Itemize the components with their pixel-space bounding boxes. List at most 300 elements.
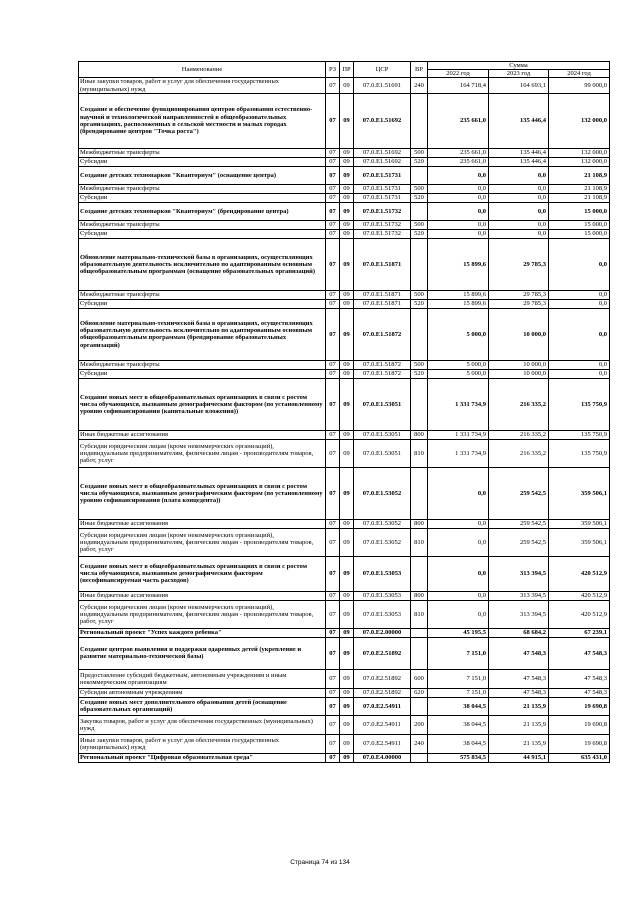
- cell-2024: 15 000,0: [549, 202, 610, 220]
- cell-name: Создание детских технопарков "Кванториум" (брендирование центра): [79, 202, 326, 220]
- cell-name: Региональный проект "Цифровая образовательная среда": [79, 753, 326, 762]
- cell-name: Иные бюджетные ассигнования: [79, 519, 326, 528]
- cell-2023: 47 548,3: [489, 637, 549, 669]
- cell-2023: 164 693,1: [489, 78, 549, 93]
- table-row: [79, 184, 610, 193]
- cell-2024: 19 690,8: [549, 734, 610, 753]
- cell-2023: 135 446,4: [489, 157, 549, 166]
- table-row: [79, 220, 610, 229]
- col-header-rz: РЗ: [326, 62, 340, 78]
- cell-2023: 47 548,3: [489, 669, 549, 688]
- cell-csr: 07.0.Е1.53051: [354, 430, 411, 439]
- cell-vr: 500: [411, 220, 428, 229]
- cell-2022: 0,0: [428, 229, 489, 238]
- cell-2023: 216 335,2: [489, 378, 549, 430]
- table-row: [79, 166, 610, 184]
- table-row: [79, 193, 610, 202]
- cell-vr: 500: [411, 148, 428, 157]
- cell-2024: 19 690,8: [549, 715, 610, 734]
- cell-csr: 07.0.Е4.00000: [354, 753, 411, 762]
- cell-vr: [411, 308, 428, 360]
- cell-rz: 07: [326, 556, 340, 591]
- cell-2024: 99 000,0: [549, 78, 610, 93]
- cell-2024: 0,0: [549, 369, 610, 378]
- cell-vr: 240: [411, 734, 428, 753]
- cell-2022: 0,0: [428, 467, 489, 519]
- cell-vr: [411, 202, 428, 220]
- cell-vr: [411, 93, 428, 148]
- col-header-name: Наименование: [79, 62, 326, 78]
- cell-pr: 09: [340, 308, 354, 360]
- cell-2022: 0,0: [428, 591, 489, 600]
- table-row: [79, 430, 610, 439]
- cell-pr: 09: [340, 528, 354, 556]
- table-row: [79, 715, 610, 734]
- cell-2023: 47 548,3: [489, 688, 549, 697]
- cell-name: Обновление материально-технической базы в организациях, осуществляющих образовательную деятельность исключительно по адаптированным основным общеобразовательным программам (брендирование образовательных организаций): [79, 308, 326, 360]
- budget-table-sheet: [78, 61, 609, 763]
- cell-csr: 07.0.Е1.51872: [354, 308, 411, 360]
- cell-2024: 132 000,0: [549, 93, 610, 148]
- cell-vr: [411, 378, 428, 430]
- cell-name: Субсидии юридическим лицам (кроме некоммерческих организаций), индивидуальным предпринимателям, физическим лицам - производителям товаров, работ, услуг: [79, 439, 326, 467]
- table-row: [79, 148, 610, 157]
- cell-vr: [411, 697, 428, 715]
- cell-pr: 09: [340, 519, 354, 528]
- cell-2022: 5 000,0: [428, 308, 489, 360]
- table-row: [79, 688, 610, 697]
- cell-vr: 520: [411, 369, 428, 378]
- cell-csr: 07.0.Е1.51871: [354, 290, 411, 299]
- cell-2022: 235 661,0: [428, 93, 489, 148]
- cell-csr: 07.0.Е1.53052: [354, 519, 411, 528]
- cell-rz: 07: [326, 591, 340, 600]
- cell-2024: 47 548,3: [549, 669, 610, 688]
- cell-2022: 5 000,0: [428, 369, 489, 378]
- cell-pr: 09: [340, 184, 354, 193]
- cell-2023: 259 542,5: [489, 528, 549, 556]
- cell-2024: 132 000,0: [549, 157, 610, 166]
- cell-2022: 0,0: [428, 220, 489, 229]
- cell-2023: 68 684,2: [489, 628, 549, 637]
- cell-csr: 07.0.Е1.51731: [354, 184, 411, 193]
- cell-rz: 07: [326, 308, 340, 360]
- cell-csr: 07.0.Е2.54911: [354, 715, 411, 734]
- cell-2024: 135 750,9: [549, 378, 610, 430]
- cell-vr: 520: [411, 157, 428, 166]
- cell-2023: 135 446,4: [489, 93, 549, 148]
- cell-csr: 07.0.Е1.51692: [354, 148, 411, 157]
- cell-name: Предоставление субсидий бюджетным, автономным учреждениям и иным некоммерческим организациям: [79, 669, 326, 688]
- cell-vr: 620: [411, 688, 428, 697]
- cell-2024: 15 000,0: [549, 229, 610, 238]
- cell-pr: 09: [340, 637, 354, 669]
- table-row: [79, 78, 610, 93]
- table-row: [79, 308, 610, 360]
- cell-pr: 09: [340, 734, 354, 753]
- cell-csr: 07.0.Е1.51731: [354, 193, 411, 202]
- cell-2024: 67 239,1: [549, 628, 610, 637]
- cell-2024: 0,0: [549, 238, 610, 290]
- cell-rz: 07: [326, 439, 340, 467]
- cell-pr: 09: [340, 220, 354, 229]
- cell-pr: 09: [340, 238, 354, 290]
- cell-2022: 1 331 734,9: [428, 439, 489, 467]
- cell-csr: 07.0.Е1.53053: [354, 600, 411, 628]
- cell-2022: 575 834,5: [428, 753, 489, 762]
- cell-2022: 15 899,6: [428, 238, 489, 290]
- col-header-csr: ЦСР: [354, 62, 411, 78]
- cell-2022: 1 331 734,9: [428, 430, 489, 439]
- col-header-sum: Сумма: [428, 62, 610, 70]
- cell-vr: 500: [411, 290, 428, 299]
- cell-2022: 5 000,0: [428, 360, 489, 369]
- cell-vr: [411, 753, 428, 762]
- table-row: [79, 637, 610, 669]
- cell-2024: 0,0: [549, 290, 610, 299]
- cell-csr: 07.0.Е1.51872: [354, 369, 411, 378]
- cell-2022: 0,0: [428, 556, 489, 591]
- cell-rz: 07: [326, 78, 340, 93]
- cell-name: Субсидии: [79, 369, 326, 378]
- cell-pr: 09: [340, 688, 354, 697]
- cell-vr: 200: [411, 715, 428, 734]
- cell-csr: 07.0.Е1.53052: [354, 528, 411, 556]
- cell-2023: 313 394,5: [489, 556, 549, 591]
- cell-rz: 07: [326, 519, 340, 528]
- cell-pr: 09: [340, 157, 354, 166]
- cell-vr: 810: [411, 600, 428, 628]
- cell-2023: 313 394,5: [489, 600, 549, 628]
- cell-2023: 44 915,1: [489, 753, 549, 762]
- cell-csr: 07.0.Е2.54911: [354, 734, 411, 753]
- cell-rz: 07: [326, 669, 340, 688]
- cell-name: Создание центров выявления и поддержки одаренных детей (укрепление и развитие материально-технической базы): [79, 637, 326, 669]
- cell-2023: 0,0: [489, 220, 549, 229]
- cell-pr: 09: [340, 715, 354, 734]
- cell-csr: 07.0.Е1.51731: [354, 166, 411, 184]
- cell-2024: 359 506,1: [549, 519, 610, 528]
- cell-2023: 135 446,4: [489, 148, 549, 157]
- cell-vr: [411, 467, 428, 519]
- cell-csr: 07.0.Е1.51732: [354, 202, 411, 220]
- cell-vr: 240: [411, 78, 428, 93]
- cell-csr: 07.0.Е2.00000: [354, 628, 411, 637]
- cell-rz: 07: [326, 93, 340, 148]
- cell-2024: 47 548,3: [549, 637, 610, 669]
- cell-name: Субсидии: [79, 193, 326, 202]
- cell-csr: 07.0.Е2.54911: [354, 697, 411, 715]
- cell-2022: 0,0: [428, 166, 489, 184]
- cell-csr: 07.0.Е1.51732: [354, 220, 411, 229]
- cell-csr: 07.0.Е1.53051: [354, 378, 411, 430]
- cell-2022: 235 661,0: [428, 157, 489, 166]
- cell-2024: 19 690,8: [549, 697, 610, 715]
- col-header-vr: ВР: [411, 62, 428, 78]
- cell-pr: 09: [340, 753, 354, 762]
- cell-vr: 800: [411, 591, 428, 600]
- cell-2022: 0,0: [428, 184, 489, 193]
- table-row: [79, 202, 610, 220]
- cell-2022: 0,0: [428, 528, 489, 556]
- cell-2024: 47 548,3: [549, 688, 610, 697]
- cell-vr: 520: [411, 299, 428, 308]
- cell-name: Иные бюджетные ассигнования: [79, 430, 326, 439]
- cell-vr: 520: [411, 229, 428, 238]
- cell-name: Межбюджетные трансферты: [79, 360, 326, 369]
- cell-2023: 10 000,0: [489, 360, 549, 369]
- cell-pr: 09: [340, 628, 354, 637]
- cell-vr: 500: [411, 360, 428, 369]
- cell-rz: 07: [326, 600, 340, 628]
- cell-pr: 09: [340, 360, 354, 369]
- cell-2022: 1 331 734,9: [428, 378, 489, 430]
- cell-vr: [411, 628, 428, 637]
- cell-rz: 07: [326, 184, 340, 193]
- cell-2022: 0,0: [428, 202, 489, 220]
- cell-pr: 09: [340, 290, 354, 299]
- cell-2024: 420 512,9: [549, 591, 610, 600]
- cell-pr: 09: [340, 202, 354, 220]
- cell-pr: 09: [340, 299, 354, 308]
- cell-2023: 0,0: [489, 202, 549, 220]
- cell-rz: 07: [326, 220, 340, 229]
- cell-name: Создание и обеспечение функционирования центров образования естественно-научной и технологической направленностей в общеобразовательных организациях, расположенных в сельской местности и малых городах (брендирование центров "Точка роста"): [79, 93, 326, 148]
- cell-name: Иные закупки товаров, работ и услуг для обеспечения государственных (муниципальных) нужд: [79, 78, 326, 93]
- cell-2023: 313 394,5: [489, 591, 549, 600]
- cell-name: Иные бюджетные ассигнования: [79, 591, 326, 600]
- table-row: [79, 157, 610, 166]
- cell-2023: 29 785,3: [489, 290, 549, 299]
- cell-name: Обновление материально-технической базы в организациях, осуществляющих образовательную деятельность исключительно по адаптированным основным общеобразовательным программам (оснащение образовательных организаций): [79, 238, 326, 290]
- cell-rz: 07: [326, 166, 340, 184]
- cell-name: Закупка товаров, работ и услуг для обеспечения государственных (муниципальных) нужд: [79, 715, 326, 734]
- cell-csr: 07.0.Е1.53052: [354, 467, 411, 519]
- cell-csr: 07.0.Е1.51871: [354, 238, 411, 290]
- table-row: [79, 290, 610, 299]
- cell-name: Субсидии: [79, 157, 326, 166]
- cell-2022: 7 151,0: [428, 669, 489, 688]
- cell-rz: 07: [326, 360, 340, 369]
- cell-2023: 21 135,9: [489, 734, 549, 753]
- cell-rz: 07: [326, 734, 340, 753]
- cell-2024: 635 431,0: [549, 753, 610, 762]
- cell-2023: 29 785,3: [489, 238, 549, 290]
- budget-table-body: [79, 78, 610, 762]
- cell-pr: 09: [340, 430, 354, 439]
- cell-rz: 07: [326, 753, 340, 762]
- cell-2022: 15 899,6: [428, 299, 489, 308]
- cell-name: Создание новых мест в общеобразовательных организациях в связи с ростом числа обучающихся, вызванным демографическим фактором (несофинансируемая часть расходов): [79, 556, 326, 591]
- cell-2024: 21 108,9: [549, 193, 610, 202]
- cell-name: Межбюджетные трансферты: [79, 290, 326, 299]
- cell-csr: 07.0.Е2.51892: [354, 669, 411, 688]
- cell-name: Субсидии юридическим лицам (кроме некоммерческих организаций), индивидуальным предпринимателям, физическим лицам - производителям товаров, работ, услуг: [79, 600, 326, 628]
- cell-name: Субсидии: [79, 299, 326, 308]
- cell-rz: 07: [326, 299, 340, 308]
- table-row: [79, 600, 610, 628]
- cell-rz: 07: [326, 238, 340, 290]
- cell-2022: 235 661,0: [428, 148, 489, 157]
- cell-vr: 500: [411, 184, 428, 193]
- cell-2023: 21 135,9: [489, 697, 549, 715]
- cell-rz: 07: [326, 528, 340, 556]
- cell-name: Создание новых мест в общеобразовательных организациях в связи с ростом числа обучающихся, вызванным демографическим фактором (по установленному уровню софинансирования (плата концедента)): [79, 467, 326, 519]
- col-header-2024: 2024 год: [549, 70, 610, 78]
- cell-vr: [411, 637, 428, 669]
- table-row: [79, 238, 610, 290]
- cell-2023: 29 785,3: [489, 299, 549, 308]
- cell-2024: 21 108,9: [549, 166, 610, 184]
- cell-rz: 07: [326, 430, 340, 439]
- cell-vr: 810: [411, 528, 428, 556]
- cell-pr: 09: [340, 600, 354, 628]
- budget-table: [78, 61, 610, 763]
- cell-name: Субсидии: [79, 229, 326, 238]
- cell-2023: 259 542,5: [489, 519, 549, 528]
- cell-rz: 07: [326, 229, 340, 238]
- cell-2023: 0,0: [489, 193, 549, 202]
- cell-2023: 216 335,2: [489, 430, 549, 439]
- cell-csr: 07.0.Е1.53051: [354, 439, 411, 467]
- cell-2023: 216 335,2: [489, 439, 549, 467]
- cell-rz: 07: [326, 637, 340, 669]
- cell-vr: 600: [411, 669, 428, 688]
- cell-vr: [411, 238, 428, 290]
- cell-2022: 0,0: [428, 193, 489, 202]
- cell-vr: 800: [411, 519, 428, 528]
- cell-pr: 09: [340, 378, 354, 430]
- cell-csr: 07.0.Е1.53053: [354, 556, 411, 591]
- cell-2024: 0,0: [549, 308, 610, 360]
- cell-2023: 10 000,0: [489, 369, 549, 378]
- table-row: [79, 299, 610, 308]
- cell-vr: 800: [411, 430, 428, 439]
- cell-rz: 07: [326, 628, 340, 637]
- cell-2024: 420 512,9: [549, 600, 610, 628]
- cell-2022: 45 195,5: [428, 628, 489, 637]
- cell-2022: 38 044,5: [428, 697, 489, 715]
- cell-2022: 164 718,4: [428, 78, 489, 93]
- cell-2023: 21 135,9: [489, 715, 549, 734]
- table-row: [79, 519, 610, 528]
- cell-name: Межбюджетные трансферты: [79, 148, 326, 157]
- cell-2024: 0,0: [549, 360, 610, 369]
- cell-rz: 07: [326, 202, 340, 220]
- cell-name: Иные закупки товаров, работ и услуг для обеспечения государственных (муниципальных) нужд: [79, 734, 326, 753]
- table-row: [79, 528, 610, 556]
- table-row: [79, 628, 610, 637]
- cell-2022: 0,0: [428, 519, 489, 528]
- cell-pr: 09: [340, 193, 354, 202]
- cell-2023: 0,0: [489, 229, 549, 238]
- page-number: Страница 74 из 134: [290, 859, 350, 866]
- cell-2024: 132 000,0: [549, 148, 610, 157]
- cell-csr: 07.0.Е2.51892: [354, 637, 411, 669]
- cell-pr: 09: [340, 697, 354, 715]
- cell-pr: 09: [340, 148, 354, 157]
- cell-rz: 07: [326, 148, 340, 157]
- cell-2022: 7 151,0: [428, 637, 489, 669]
- cell-pr: 09: [340, 78, 354, 93]
- cell-pr: 09: [340, 369, 354, 378]
- cell-2022: 7 151,0: [428, 688, 489, 697]
- cell-rz: 07: [326, 369, 340, 378]
- cell-name: Создание новых мест в общеобразовательных организациях в связи с ростом числа обучающихся, вызванным демографическим фактором (по установленному уровню софинансирования (капитальные вложения)): [79, 378, 326, 430]
- cell-csr: 07.0.Е2.51892: [354, 688, 411, 697]
- col-header-pr: ПР: [340, 62, 354, 78]
- cell-2023: 10 000,0: [489, 308, 549, 360]
- cell-rz: 07: [326, 290, 340, 299]
- cell-2024: 359 506,1: [549, 528, 610, 556]
- cell-csr: 07.0.Е1.51692: [354, 93, 411, 148]
- cell-name: Создание детских технопарков "Кванториум" (оснащение центра): [79, 166, 326, 184]
- cell-vr: [411, 556, 428, 591]
- cell-2024: 15 000,0: [549, 220, 610, 229]
- cell-2024: 135 750,9: [549, 439, 610, 467]
- table-row: [79, 556, 610, 591]
- cell-rz: 07: [326, 697, 340, 715]
- cell-rz: 07: [326, 157, 340, 166]
- table-row: [79, 591, 610, 600]
- cell-pr: 09: [340, 439, 354, 467]
- table-row: [79, 697, 610, 715]
- cell-name: Межбюджетные трансферты: [79, 184, 326, 193]
- cell-name: Региональный проект "Успех каждого ребенка": [79, 628, 326, 637]
- cell-2023: 0,0: [489, 184, 549, 193]
- cell-2022: 0,0: [428, 600, 489, 628]
- col-header-2023: 2023 год: [489, 70, 549, 78]
- cell-pr: 09: [340, 467, 354, 519]
- table-row: [79, 378, 610, 430]
- table-row: [79, 669, 610, 688]
- cell-name: Межбюджетные трансферты: [79, 220, 326, 229]
- cell-rz: 07: [326, 193, 340, 202]
- cell-pr: 09: [340, 229, 354, 238]
- cell-name: Субсидии юридическим лицам (кроме некоммерческих организаций), индивидуальным предпринимателям, физическим лицам - производителям товаров, работ, услуг: [79, 528, 326, 556]
- cell-pr: 09: [340, 166, 354, 184]
- table-row: [79, 360, 610, 369]
- cell-vr: 810: [411, 439, 428, 467]
- table-row: [79, 229, 610, 238]
- cell-csr: 07.0.Е1.51691: [354, 78, 411, 93]
- table-row: [79, 93, 610, 148]
- cell-rz: 07: [326, 688, 340, 697]
- table-row: [79, 369, 610, 378]
- cell-csr: 07.0.Е1.51871: [354, 299, 411, 308]
- cell-rz: 07: [326, 467, 340, 519]
- cell-2024: 21 108,9: [549, 184, 610, 193]
- cell-2024: 0,0: [549, 299, 610, 308]
- cell-2023: 0,0: [489, 166, 549, 184]
- cell-pr: 09: [340, 669, 354, 688]
- cell-csr: 07.0.Е1.53053: [354, 591, 411, 600]
- cell-2022: 38 044,5: [428, 734, 489, 753]
- table-row: [79, 467, 610, 519]
- cell-csr: 07.0.Е1.51732: [354, 229, 411, 238]
- cell-rz: 07: [326, 378, 340, 430]
- cell-2024: 420 512,9: [549, 556, 610, 591]
- cell-2024: 359 506,1: [549, 467, 610, 519]
- cell-2024: 135 750,9: [549, 430, 610, 439]
- table-row: [79, 734, 610, 753]
- table-row: [79, 439, 610, 467]
- col-header-2022: 2022 год: [428, 70, 489, 78]
- cell-vr: 520: [411, 193, 428, 202]
- cell-pr: 09: [340, 93, 354, 148]
- cell-2022: 15 899,6: [428, 290, 489, 299]
- table-row: [79, 753, 610, 762]
